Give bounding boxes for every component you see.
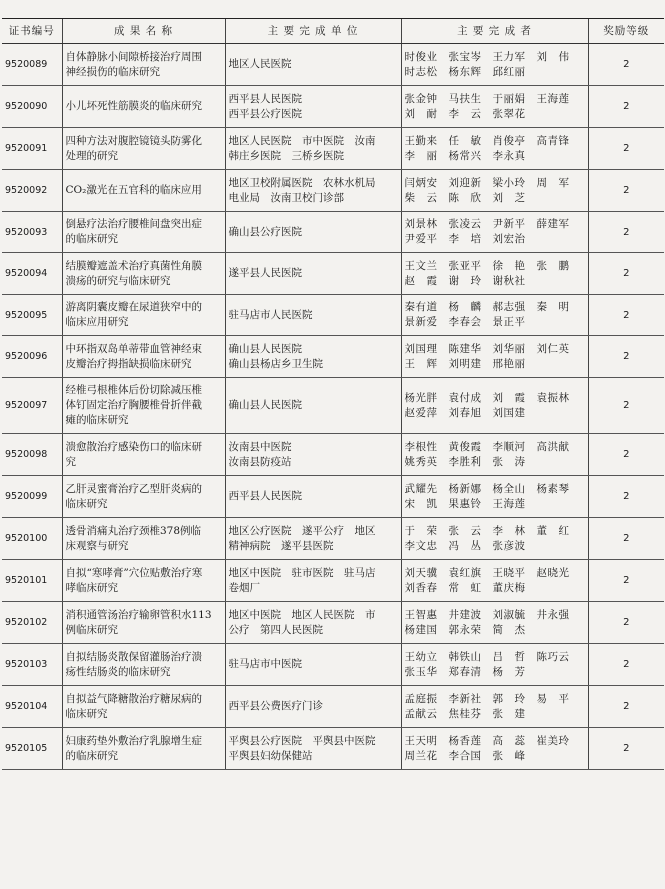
people-cell: 刘景林 张凌云 尹新平 薛建军 尹爱平 李 培 刘宏治 xyxy=(401,212,588,253)
table-row xyxy=(2,295,664,336)
title-cell: 倒悬疗法治疗腰椎间盘突出症 的临床研究 xyxy=(62,212,225,253)
title-cell: 游离阴囊皮瓣在尿道狭窄中的 临床应用研究 xyxy=(62,295,225,336)
people-cell: 杨光胖 袁付成 刘 霞 袁振林 赵爱萍 刘春旭 刘国建 xyxy=(401,378,588,434)
people-cell: 王天明 杨香莲 高 蕊 崔美玲 周兰花 李合国 张 峰 xyxy=(401,728,588,770)
people-cell: 时俊业 张宝岑 王力军 刘 伟 时志松 杨东辉 邱红丽 xyxy=(401,44,588,86)
table-row xyxy=(2,560,664,602)
unit-cell: 地区卫校附属医院 农林水机局 电业局 汝南卫校门诊部 xyxy=(225,170,401,212)
cert-number-cell: 9520102 xyxy=(2,602,62,644)
cert-number-cell: 9520094 xyxy=(2,253,62,295)
table-row xyxy=(2,336,664,378)
title-cell: 中环指双岛单蒂带血管神经束 皮瓣治疗拇指缺损临床研究 xyxy=(62,336,225,378)
grade-cell: 2 xyxy=(588,686,664,728)
grade-cell: 2 xyxy=(588,560,664,602)
table-row xyxy=(2,518,664,560)
unit-cell: 西平县公费医疗门诊 xyxy=(225,686,401,728)
people-cell: 王智惠 井建波 刘淑毓 井永强 杨建国 郭永荣 简 杰 xyxy=(401,602,588,644)
table-row xyxy=(2,44,664,86)
table-row xyxy=(2,602,664,644)
title-cell: 自体静脉小间隙桥接治疗周围 神经损伤的临床研究 xyxy=(62,44,225,86)
title-cell: 乙肝灵蜜膏治疗乙型肝炎病的 临床研究 xyxy=(62,476,225,518)
people-cell: 王勤来 任 敏 肖俊亭 高青锋 李 丽 杨常兴 李永真 xyxy=(401,128,588,170)
grade-cell: 2 xyxy=(588,644,664,686)
header-title: 成 果 名 称 xyxy=(62,19,225,44)
grade-cell: 2 xyxy=(588,476,664,518)
grade-cell: 2 xyxy=(588,170,664,212)
title-cell: CO₂激光在五官科的临床应用 xyxy=(62,170,225,212)
grade-cell: 2 xyxy=(588,86,664,128)
cert-number-cell: 9520095 xyxy=(2,295,62,336)
grade-cell: 2 xyxy=(588,253,664,295)
people-cell: 王文兰 张亚平 徐 艳 张 鹏 赵 霞 谢 玲 谢秋社 xyxy=(401,253,588,295)
title-cell: 小儿坏死性筋膜炎的临床研究 xyxy=(62,86,225,128)
cert-number-cell: 9520091 xyxy=(2,128,62,170)
grade-cell: 2 xyxy=(588,128,664,170)
cert-number-cell: 9520093 xyxy=(2,212,62,253)
table-row xyxy=(2,170,664,212)
grade-cell: 2 xyxy=(588,728,664,770)
unit-cell: 西平县人民医院 西平县公疗医院 xyxy=(225,86,401,128)
grade-cell: 2 xyxy=(588,212,664,253)
title-cell: 消积通管汤治疗输卵管积水113 例临床研究 xyxy=(62,602,225,644)
unit-cell: 地区人民医院 市中医院 汝南 韩庄乡医院 三桥乡医院 xyxy=(225,128,401,170)
people-cell: 王幼立 韩铁山 吕 哲 陈巧云 张玉华 郑春清 杨 芳 xyxy=(401,644,588,686)
cert-number-cell: 9520100 xyxy=(2,518,62,560)
unit-cell: 驻马店市中医院 xyxy=(225,644,401,686)
title-cell: 溃愈散治疗感染伤口的临床研 究 xyxy=(62,434,225,476)
people-cell: 刘国理 陈建华 刘华丽 刘仁英 王 辉 刘明建 邢艳丽 xyxy=(401,336,588,378)
table-row xyxy=(2,434,664,476)
table-row xyxy=(2,212,664,253)
unit-cell: 地区人民医院 xyxy=(225,44,401,86)
header-row xyxy=(2,19,664,44)
title-cell: 经椎弓根椎体后份切除减压椎 体钉固定治疗胸腰椎骨折伴截 瘫的临床研究 xyxy=(62,378,225,434)
awards-table xyxy=(2,18,664,770)
header-grade: 奖励等级 xyxy=(588,19,664,44)
unit-cell: 遂平县人民医院 xyxy=(225,253,401,295)
unit-cell: 确山县人民医院 确山县杨店乡卫生院 xyxy=(225,336,401,378)
people-cell: 闫炳安 刘迎新 梁小玲 周 军 柴 云 陈 欣 刘 芝 xyxy=(401,170,588,212)
cert-number-cell: 9520104 xyxy=(2,686,62,728)
cert-number-cell: 9520099 xyxy=(2,476,62,518)
title-cell: 妇康药垫外敷治疗乳腺增生症 的临床研究 xyxy=(62,728,225,770)
unit-cell: 驻马店市人民医院 xyxy=(225,295,401,336)
unit-cell: 确山县公疗医院 xyxy=(225,212,401,253)
unit-cell: 地区中医院 地区人民医院 市 公疗 第四人民医院 xyxy=(225,602,401,644)
header-unit: 主 要 完 成 单 位 xyxy=(225,19,401,44)
unit-cell: 西平县人民医院 xyxy=(225,476,401,518)
people-cell: 刘天骥 袁红旗 王晓平 赵晓光 刘香春 常 虹 董庆梅 xyxy=(401,560,588,602)
people-cell: 孟庭振 李新社 郭 玲 易 平 孟献云 焦桂芬 张 建 xyxy=(401,686,588,728)
cert-number-cell: 9520090 xyxy=(2,86,62,128)
grade-cell: 2 xyxy=(588,434,664,476)
people-cell: 张金钟 马扶生 于丽娟 王海莲 刘 耐 李 云 张翠花 xyxy=(401,86,588,128)
grade-cell: 2 xyxy=(588,378,664,434)
cert-number-cell: 9520096 xyxy=(2,336,62,378)
title-cell: 结膜瓣遮盖术治疗真菌性角膜 溃疡的研究与临床研究 xyxy=(62,253,225,295)
table-row xyxy=(2,686,664,728)
unit-cell: 汝南县中医院 汝南县防疫站 xyxy=(225,434,401,476)
unit-cell: 平舆县公疗医院 平舆县中医院 平舆县妇幼保健站 xyxy=(225,728,401,770)
cert-number-cell: 9520101 xyxy=(2,560,62,602)
title-cell: 透骨消痛丸治疗颈椎378例临 床观察与研究 xyxy=(62,518,225,560)
people-cell: 李根性 黄俊霞 李顺河 高洪献 姚秀英 李胜利 张 涛 xyxy=(401,434,588,476)
title-cell: 自拟益气降糖散治疗糖尿病的 临床研究 xyxy=(62,686,225,728)
people-cell: 武耀先 杨新娜 杨全山 杨素琴 宋 凯 果惠铃 王海莲 xyxy=(401,476,588,518)
table-row xyxy=(2,476,664,518)
header-people: 主 要 完 成 者 xyxy=(401,19,588,44)
grade-cell: 2 xyxy=(588,518,664,560)
title-cell: 四种方法对腹腔镜镜头防雾化 处理的研究 xyxy=(62,128,225,170)
people-cell: 于 荣 张 云 李 林 董 红 李文忠 冯 丛 张彦波 xyxy=(401,518,588,560)
cert-number-cell: 9520098 xyxy=(2,434,62,476)
cert-number-cell: 9520105 xyxy=(2,728,62,770)
grade-cell: 2 xyxy=(588,295,664,336)
table-row xyxy=(2,86,664,128)
header-cert-no: 证书编号 xyxy=(2,19,62,44)
table-row xyxy=(2,253,664,295)
grade-cell: 2 xyxy=(588,602,664,644)
unit-cell: 确山县人民医院 xyxy=(225,378,401,434)
title-cell: 自拟结肠炎散保留灌肠治疗溃 疡性结肠炎的临床研究 xyxy=(62,644,225,686)
cert-number-cell: 9520103 xyxy=(2,644,62,686)
cert-number-cell: 9520089 xyxy=(2,44,62,86)
table-row xyxy=(2,728,664,770)
grade-cell: 2 xyxy=(588,44,664,86)
unit-cell: 地区公疗医院 遂平公疗 地区 精神病院 遂平县医院 xyxy=(225,518,401,560)
cert-number-cell: 9520092 xyxy=(2,170,62,212)
cert-number-cell: 9520097 xyxy=(2,378,62,434)
table-row xyxy=(2,644,664,686)
unit-cell: 地区中医院 驻市医院 驻马店 卷烟厂 xyxy=(225,560,401,602)
grade-cell: 2 xyxy=(588,336,664,378)
title-cell: 自拟“寒哮膏”穴位贴敷治疗寒 哮临床研究 xyxy=(62,560,225,602)
table-row xyxy=(2,128,664,170)
people-cell: 秦有道 杨 麟 郝志强 秦 明 景新爱 李春会 景正平 xyxy=(401,295,588,336)
table-row xyxy=(2,378,664,434)
